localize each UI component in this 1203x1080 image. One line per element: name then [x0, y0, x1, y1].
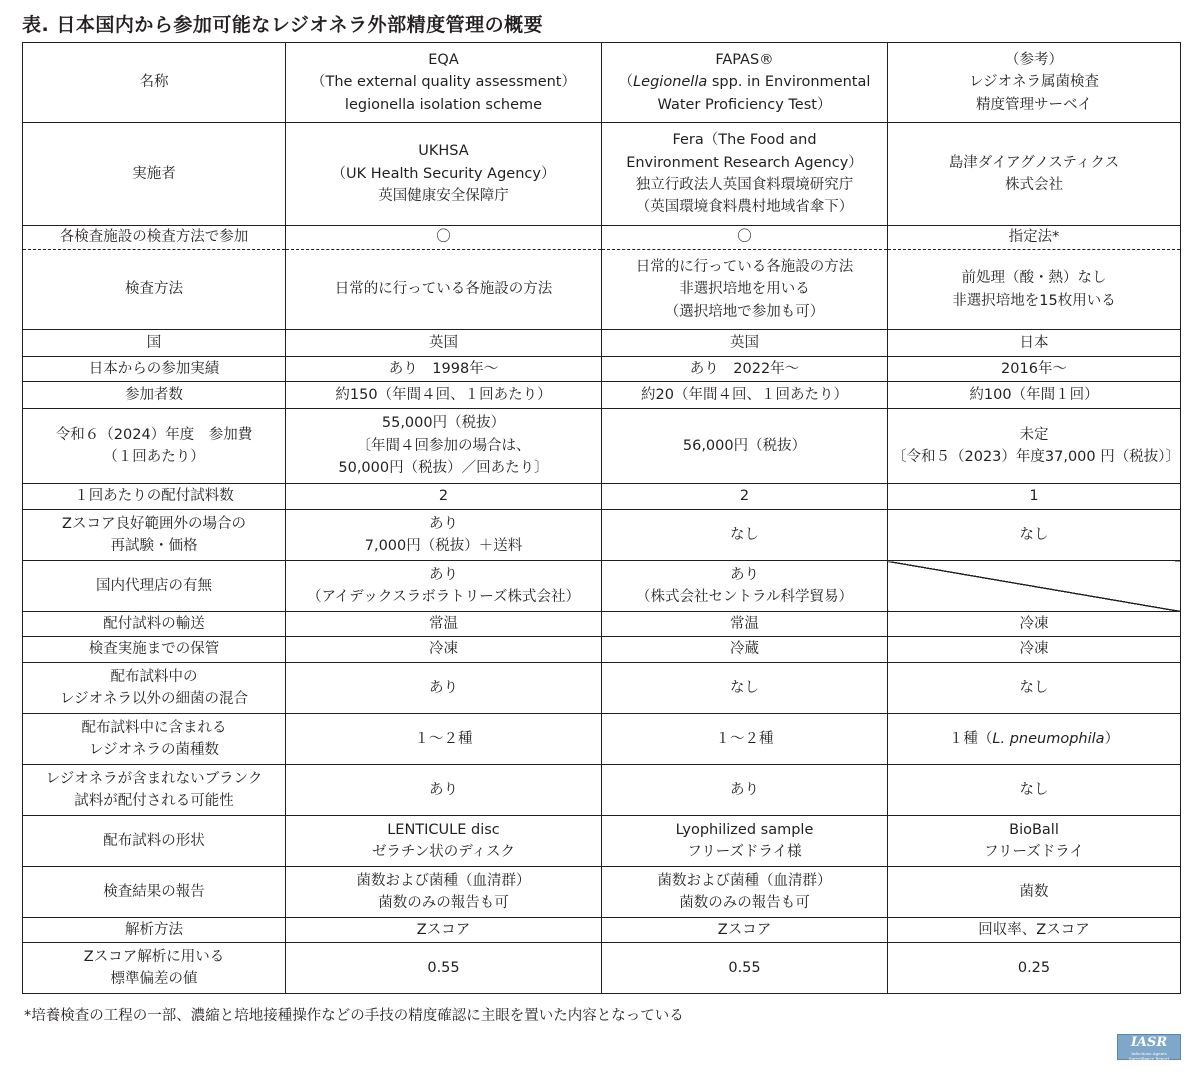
table-cell: 56,000円（税抜）	[602, 409, 888, 484]
table-cell: なし	[602, 510, 888, 561]
table-cell: あり 1998年～	[286, 357, 602, 382]
table-cell: 冷蔵	[602, 637, 888, 663]
table-cell: 菌数および菌種（血清群） 菌数のみの報告も可	[602, 867, 888, 918]
row-header-cell: 実施者	[23, 123, 286, 226]
row-header-cell: レジオネラが含まれないブランク 試料が配付される可能性	[23, 765, 286, 816]
table-cell: BioBall フリーズドライ	[888, 816, 1181, 867]
table-cell: 英国	[286, 330, 602, 357]
table-row	[23, 382, 1181, 409]
table-row	[23, 330, 1181, 357]
table-cell: あり	[286, 663, 602, 714]
table-row	[23, 816, 1181, 867]
table-row	[23, 943, 1181, 994]
table-cell: 常温	[286, 612, 602, 637]
table-cell: 島津ダイアグノスティクス 株式会社	[888, 123, 1181, 226]
table-cell: 約20（年間４回、１回あたり）	[602, 382, 888, 409]
table-cell: Zスコア	[602, 918, 888, 943]
table-row	[23, 43, 1181, 123]
table-cell: 55,000円（税抜） 〔年間４回参加の場合は、 50,000円（税抜）／回あたり〕	[286, 409, 602, 484]
row-header-cell: 配布試料中の レジオネラ以外の細菌の混合	[23, 663, 286, 714]
table-row	[23, 510, 1181, 561]
table-cell: EQA （The external quality assessment） legionella isolation scheme	[286, 43, 602, 123]
table-row	[23, 918, 1181, 943]
table-cell: 冷凍	[888, 637, 1181, 663]
row-header-cell: 検査方法	[23, 250, 286, 330]
row-header-cell: 名称	[23, 43, 286, 123]
table-row	[23, 561, 1181, 612]
table-cell: Zスコア	[286, 918, 602, 943]
row-header-cell: 日本からの参加実績	[23, 357, 286, 382]
table-cell: なし	[602, 663, 888, 714]
table-cell: 菌数および菌種（血清群） 菌数のみの報告も可	[286, 867, 602, 918]
table-cell: 約100（年間１回）	[888, 382, 1181, 409]
table-cell: 菌数	[888, 867, 1181, 918]
table-cell: あり （株式会社セントラル科学貿易）	[602, 561, 888, 612]
table-title: 表. 日本国内から参加可能なレジオネラ外部精度管理の概要	[22, 14, 544, 36]
footnote: *培養検査の工程の一部、濃縮と培地接種操作などの手技の精度確認に主眼を置いた内容となっている	[24, 1008, 684, 1024]
row-header-cell: 検査結果の報告	[23, 867, 286, 918]
table-cell: FAPAS® （Legionella spp. in Environmental Water Proficiency Test）	[602, 43, 888, 123]
table-cell: 未定 〔令和５（2023）年度37,000 円（税抜）〕	[888, 409, 1181, 484]
table-cell: なし	[888, 663, 1181, 714]
row-header-cell: 配布試料中に含まれる レジオネラの菌種数	[23, 714, 286, 765]
table-cell: 0.25	[888, 943, 1181, 994]
table-cell: なし	[888, 765, 1181, 816]
table-cell	[888, 561, 1181, 612]
row-header-cell: 解析方法	[23, 918, 286, 943]
table-cell: １～２種	[286, 714, 602, 765]
row-header-cell: 検査実施までの保管	[23, 637, 286, 663]
table-cell: あり 7,000円（税抜）＋送料	[286, 510, 602, 561]
table-cell: あり （アイデックスラボラトリーズ株式会社）	[286, 561, 602, 612]
table-cell: 〇	[602, 226, 888, 250]
table-row	[23, 226, 1181, 250]
table-cell: 0.55	[602, 943, 888, 994]
table-cell: なし	[888, 510, 1181, 561]
table-row	[23, 484, 1181, 510]
row-header-cell: 令和６（2024）年度 参加費 （１回あたり）	[23, 409, 286, 484]
logo-subtext: Infectious Agents Surveillance Report	[1128, 1051, 1170, 1061]
table-cell: 約150（年間４回、１回あたり）	[286, 382, 602, 409]
table-cell: 回収率、Zスコア	[888, 918, 1181, 943]
table-cell: 前処理（酸・熱）なし 非選択培地を15枚用いる	[888, 250, 1181, 330]
table-cell: 2	[286, 484, 602, 510]
table-cell: 指定法*	[888, 226, 1181, 250]
table-cell: 常温	[602, 612, 888, 637]
table-cell: あり 2022年～	[602, 357, 888, 382]
table-cell: UKHSA （UK Health Security Agency） 英国健康安全保障庁	[286, 123, 602, 226]
table-cell: あり	[602, 765, 888, 816]
table-cell: Lyophilized sample フリーズドライ様	[602, 816, 888, 867]
table-cell: 〇	[286, 226, 602, 250]
row-header-cell: 国	[23, 330, 286, 357]
table-cell: 英国	[602, 330, 888, 357]
table-cell: 1	[888, 484, 1181, 510]
row-header-cell: 配布試料の形状	[23, 816, 286, 867]
table-cell: あり	[286, 765, 602, 816]
table-row	[23, 867, 1181, 918]
table-row	[23, 123, 1181, 226]
table-row	[23, 409, 1181, 484]
table-row	[23, 357, 1181, 382]
row-header-cell: 配付試料の輸送	[23, 612, 286, 637]
table-row	[23, 714, 1181, 765]
table-row	[23, 612, 1181, 637]
row-header-cell: 国内代理店の有無	[23, 561, 286, 612]
table-cell: １～２種	[602, 714, 888, 765]
iasr-logo	[1117, 1034, 1181, 1060]
table-cell: Fera（The Food and Environment Research Agency） 独立行政法人英国食料環境研究庁 （英国環境食料農村地域省傘下）	[602, 123, 888, 226]
table-row	[23, 663, 1181, 714]
table-cell: （参考） レジオネラ属菌検査 精度管理サーベイ	[888, 43, 1181, 123]
table-cell: 日常的に行っている各施設の方法 非選択培地を用いる （選択培地で参加も可）	[602, 250, 888, 330]
row-header-cell: Zスコア良好範囲外の場合の 再試験・価格	[23, 510, 286, 561]
table-cell: 冷凍	[888, 612, 1181, 637]
table-row	[23, 637, 1181, 663]
table-cell: 日常的に行っている各施設の方法	[286, 250, 602, 330]
table-cell: 日本	[888, 330, 1181, 357]
logo-text: IASR	[1130, 1035, 1168, 1050]
row-header-cell: 各検査施設の検査方法で参加	[23, 226, 286, 250]
table-cell: 0.55	[286, 943, 602, 994]
table-cell: LENTICULE disc ゼラチン状のディスク	[286, 816, 602, 867]
table-cell: 冷凍	[286, 637, 602, 663]
table-cell: 2	[602, 484, 888, 510]
table-row	[23, 765, 1181, 816]
row-header-cell: 参加者数	[23, 382, 286, 409]
table-cell: １種（L. pneumophila）	[888, 714, 1181, 765]
row-header-cell: １回あたりの配付試料数	[23, 484, 286, 510]
table-row	[23, 250, 1181, 330]
row-header-cell: Zスコア解析に用いる 標準偏差の値	[23, 943, 286, 994]
table-cell: 2016年～	[888, 357, 1181, 382]
comparison-table	[22, 42, 1181, 994]
